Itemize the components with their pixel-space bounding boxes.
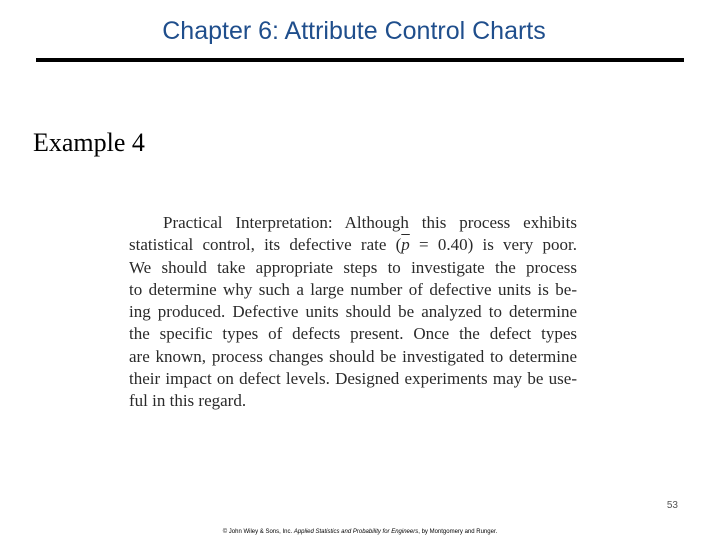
p-bar-symbol: $\overline{p}$ (401, 235, 410, 255)
slide-title: Chapter 6: Attribute Control Charts (162, 17, 546, 45)
title-divider (36, 58, 684, 62)
passage-line: ing produced. Defective units should be analyzed to determine (129, 302, 577, 322)
copyright-footer (0, 529, 720, 535)
footer-prefix: © John Wiley & Sons, Inc. (222, 529, 294, 535)
passage-text: statistical control, its defective rate ( (129, 235, 402, 255)
passage-line: We should take appropriate steps to investigate the process (129, 257, 577, 277)
footer-suffix: , by Montgomery and Runger. (418, 529, 498, 535)
practical-interpretation-passage (129, 212, 577, 413)
page-number: 53 (666, 500, 678, 511)
passage-line: to determine why such a large number of defective units is be- (129, 279, 577, 299)
passage-line: their impact on defect levels. Designed experiments may be use- (129, 369, 577, 389)
passage-line: ful in this regard. (129, 391, 247, 411)
passage-line: are known, process changes should be investigated to determine (129, 346, 577, 366)
footer-book-title: Applied Statistics and Probability for Engineers (293, 529, 419, 535)
passage-line: Practical Interpretation: Although this process exhibits (163, 213, 577, 232)
passage-line: the specific types of defects present. Once the defect types (129, 324, 577, 344)
passage-line (129, 234, 577, 256)
example-heading: Example 4 (33, 128, 145, 157)
passage-text: = 0.40) is very poor. (409, 235, 577, 255)
